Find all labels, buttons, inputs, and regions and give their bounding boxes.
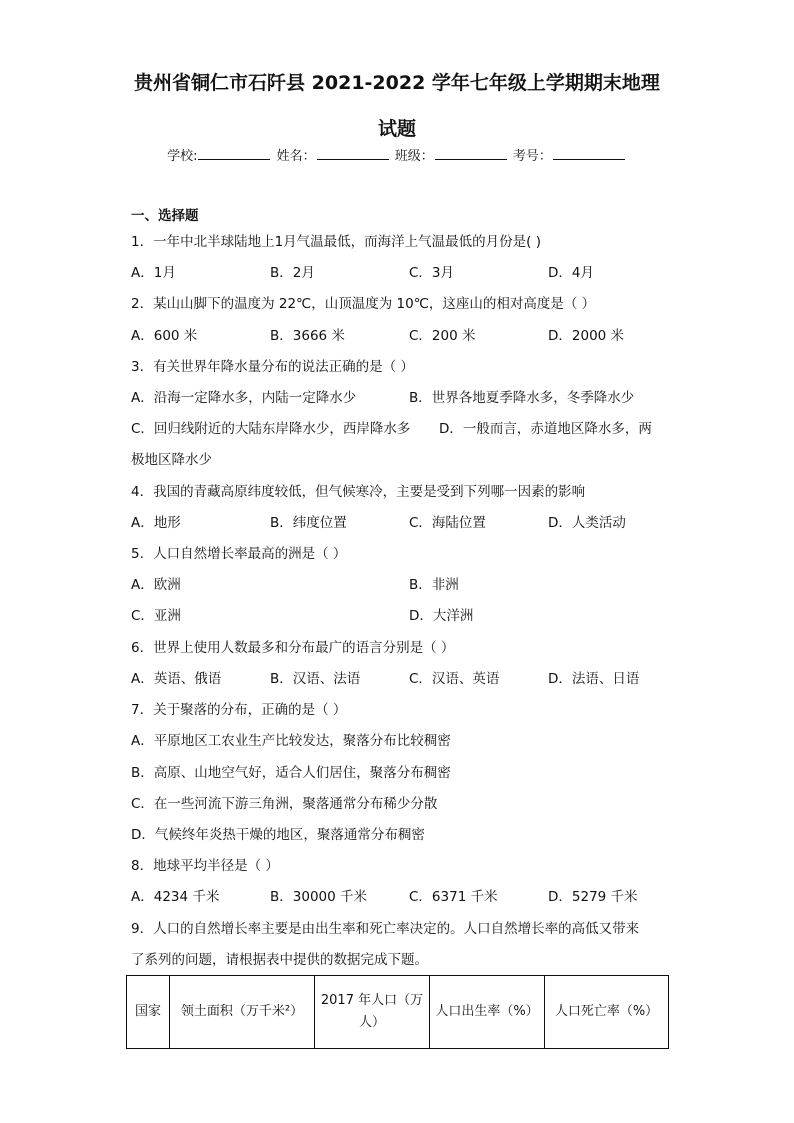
q1-option-c[interactable]: C．3月 bbox=[409, 265, 455, 281]
question-9-stem-continued: 了系列的问题，请根据表中提供的数据完成下题。 bbox=[131, 952, 428, 968]
header-country: 国家 bbox=[127, 976, 170, 1049]
class-label: 班级： bbox=[394, 149, 434, 164]
table-header-row bbox=[127, 976, 669, 1049]
q6-option-b[interactable]: B．汉语、法语 bbox=[270, 671, 361, 687]
q3-option-c[interactable]: C．回归线附近的大陆东岸降水少，西岸降水多 bbox=[131, 421, 411, 437]
q2-option-c[interactable]: C．200 米 bbox=[409, 328, 476, 344]
q3-option-d[interactable]: D．一般而言，赤道地区降水多，两 bbox=[439, 421, 652, 437]
q2-option-b[interactable]: B．3666 米 bbox=[270, 328, 345, 344]
q8-option-c[interactable]: C．6371 千米 bbox=[409, 889, 498, 905]
class-blank[interactable] bbox=[435, 147, 507, 160]
question-1-stem: 1．一年中北半球陆地上1月气温最低，而海洋上气温最低的月份是( ) bbox=[131, 234, 542, 250]
q6-option-a[interactable]: A．英语、俄语 bbox=[131, 671, 222, 687]
header-population: 2017 年人口（万人） bbox=[315, 976, 430, 1049]
name-blank[interactable] bbox=[317, 147, 389, 160]
q7-option-a[interactable]: A．平原地区工农业生产比较发达，聚落分布比较稠密 bbox=[131, 733, 451, 749]
student-info-line bbox=[0, 145, 794, 164]
exam-title-continued: 试题 bbox=[377, 118, 416, 140]
q5-option-d[interactable]: D．大洋洲 bbox=[409, 608, 474, 624]
exam-title: 贵州省铜仁市石阡县 2021-2022 学年七年级上学期期末地理 bbox=[134, 72, 660, 94]
q2-option-a[interactable]: A．600 米 bbox=[131, 328, 198, 344]
q4-option-c[interactable]: C．海陆位置 bbox=[409, 515, 486, 531]
header-area: 领土面积（万千米²） bbox=[170, 976, 315, 1049]
population-table bbox=[126, 975, 669, 1049]
question-2-stem: 2．某山山脚下的温度为 22℃，山顶温度为 10℃，这座山的相对高度是（ ） bbox=[131, 296, 596, 312]
header-birth-rate: 人口出生率（%） bbox=[430, 976, 545, 1049]
question-3-stem: 3．有关世界年降水量分布的说法正确的是（ ） bbox=[131, 359, 414, 375]
section-title: 一、选择题 bbox=[131, 208, 199, 224]
question-4-stem: 4．我国的青藏高原纬度较低，但气候寒冷，主要是受到下列哪一因素的影响 bbox=[131, 484, 586, 500]
q4-option-a[interactable]: A．地形 bbox=[131, 515, 181, 531]
question-6-stem: 6．世界上使用人数最多和分布最广的语言分别是（ ） bbox=[131, 640, 455, 656]
q4-option-b[interactable]: B．纬度位置 bbox=[270, 515, 347, 531]
q5-option-a[interactable]: A．欧洲 bbox=[131, 577, 181, 593]
q3-option-a[interactable]: A．沿海一定降水多，内陆一定降水少 bbox=[131, 390, 357, 406]
q7-option-d[interactable]: D．气候终年炎热干燥的地区，聚落通常分布稠密 bbox=[131, 827, 425, 843]
q6-option-c[interactable]: C．汉语、英语 bbox=[409, 671, 500, 687]
q3-option-b[interactable]: B．世界各地夏季降水多，冬季降水少 bbox=[409, 390, 635, 406]
q1-option-d[interactable]: D．4月 bbox=[548, 265, 594, 281]
question-8-stem: 8．地球平均半径是（ ） bbox=[131, 858, 279, 874]
q4-option-d[interactable]: D．人类活动 bbox=[548, 515, 626, 531]
school-label: 学校: bbox=[167, 149, 198, 164]
q8-option-b[interactable]: B．30000 千米 bbox=[270, 889, 367, 905]
q5-option-b[interactable]: B．非洲 bbox=[409, 577, 459, 593]
header-death-rate: 人口死亡率（%） bbox=[545, 976, 669, 1049]
q8-option-d[interactable]: D．5279 千米 bbox=[548, 889, 638, 905]
q8-option-a[interactable]: A．4234 千米 bbox=[131, 889, 220, 905]
q3-option-d-continued: 极地区降水少 bbox=[131, 452, 212, 468]
q5-option-c[interactable]: C．亚洲 bbox=[131, 608, 181, 624]
question-9-stem: 9．人口的自然增长率主要是由出生率和死亡率决定的。人口自然增长率的高低又带来 bbox=[131, 921, 640, 937]
exam-number-label: 考号： bbox=[512, 149, 552, 164]
question-7-stem: 7．关于聚落的分布，正确的是（ ） bbox=[131, 702, 347, 718]
school-blank[interactable] bbox=[198, 147, 270, 160]
name-label: 姓名： bbox=[276, 149, 316, 164]
q6-option-d[interactable]: D．法语、日语 bbox=[548, 671, 640, 687]
q7-option-b[interactable]: B．高原、山地空气好，适合人们居住，聚落分布稠密 bbox=[131, 765, 451, 781]
question-5-stem: 5．人口自然增长率最高的洲是（ ） bbox=[131, 546, 347, 562]
q1-option-b[interactable]: B．2月 bbox=[270, 265, 315, 281]
q7-option-c[interactable]: C．在一些河流下游三角洲，聚落通常分布稀少分散 bbox=[131, 796, 438, 812]
exam-number-blank[interactable] bbox=[553, 147, 625, 160]
q1-option-a[interactable]: A．1月 bbox=[131, 265, 176, 281]
q2-option-d[interactable]: D．2000 米 bbox=[548, 328, 625, 344]
